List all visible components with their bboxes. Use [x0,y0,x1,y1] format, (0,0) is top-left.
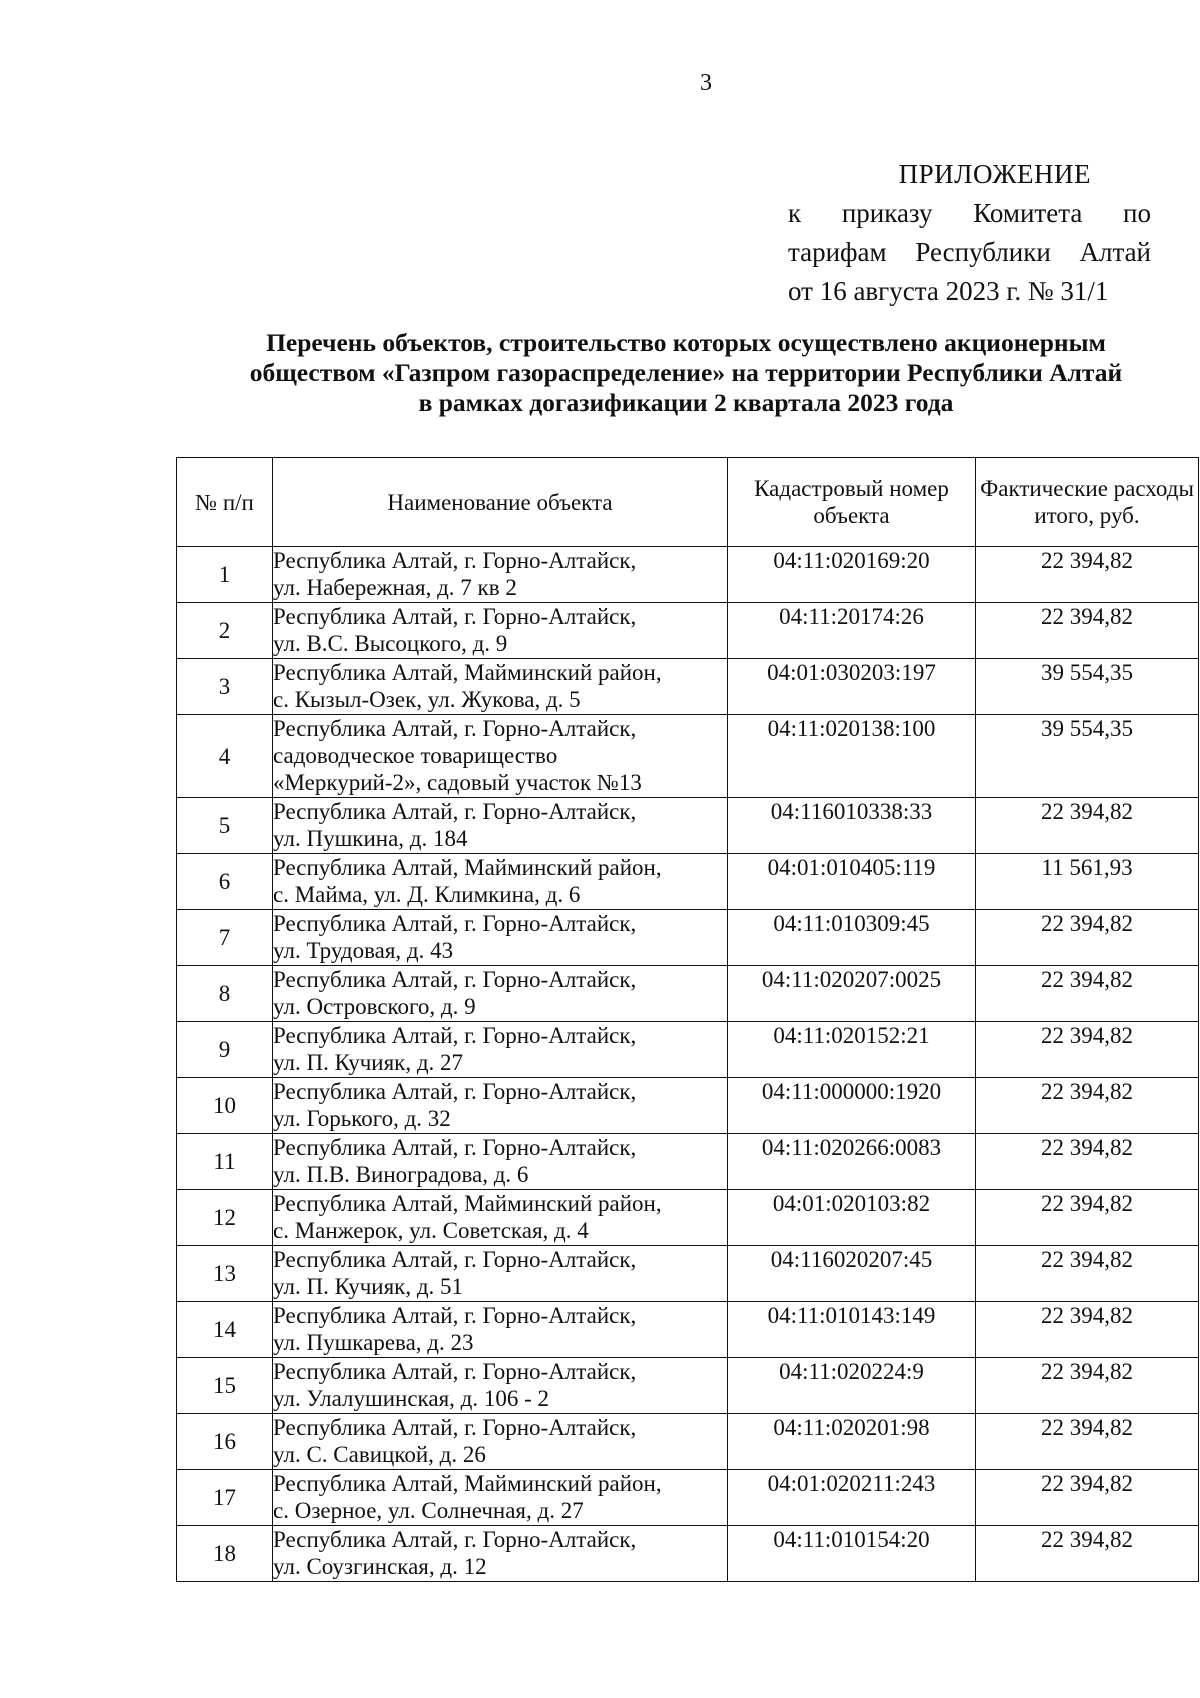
object-name-line: ул. Улалушинская, д. 106 - 2 [273,1386,550,1411]
actual-cost: 22 394,82 [976,1470,1199,1526]
row-number: 7 [177,910,273,966]
table-row [177,1302,1199,1358]
cadastral-number: 04:01:030203:197 [728,659,976,715]
object-name [273,854,728,910]
row-number: 3 [177,659,273,715]
actual-cost: 22 394,82 [976,1358,1199,1414]
object-name-line: ул. В.С. Высоцкого, д. 9 [273,631,508,656]
object-name-line: ул. П.В. Виноградова, д. 6 [273,1162,529,1187]
object-name-line: ул. С. Савицкой, д. 26 [273,1442,486,1467]
table-row [177,1414,1199,1470]
actual-cost: 22 394,82 [976,966,1199,1022]
table-row [177,910,1199,966]
row-number: 8 [177,966,273,1022]
row-number: 1 [177,547,273,603]
cadastral-number: 04:11:010143:149 [728,1302,976,1358]
object-name [273,547,728,603]
cadastral-number: 04:116020207:45 [728,1246,976,1302]
actual-cost: 22 394,82 [976,1526,1199,1582]
object-name [273,1414,728,1470]
object-name [273,1022,728,1078]
object-name-line: ул. Островского, д. 9 [273,994,476,1019]
object-name-line: ул. Пушкарева, д. 23 [273,1330,474,1355]
row-number: 11 [177,1134,273,1190]
row-number: 2 [177,603,273,659]
appendix-title: ПРИЛОЖЕНИЕ [898,159,1091,189]
cadastral-number: 04:11:020169:20 [728,547,976,603]
table-row [177,1078,1199,1134]
table-row [177,1470,1199,1526]
appendix-block [788,155,1151,311]
object-name-line: садоводческое товарищество [273,743,558,768]
object-name [273,1134,728,1190]
object-name-line: ул. Горького, д. 32 [273,1106,451,1131]
objects-table [176,457,1199,1582]
object-name-line: Республика Алтай, Майминский район, [273,1471,662,1496]
cadastral-number: 04:01:010405:119 [728,854,976,910]
row-number: 16 [177,1414,273,1470]
object-name-line: Республика Алтай, Майминский район, [273,660,662,685]
row-number: 17 [177,1470,273,1526]
cadastral-number: 04:116010338:33 [728,798,976,854]
object-name [273,659,728,715]
row-number: 9 [177,1022,273,1078]
object-name [273,1190,728,1246]
row-number: 14 [177,1302,273,1358]
row-number: 13 [177,1246,273,1302]
object-name [273,966,728,1022]
appendix-line-1: к приказу Комитета по [788,198,1151,228]
object-name-line: с. Кызыл-Озек, ул. Жукова, д. 5 [273,687,581,712]
object-name-line: Республика Алтай, Майминский район, [273,855,662,880]
object-name-line: Республика Алтай, г. Горно-Алтайск, [273,911,637,936]
cadastral-number: 04:11:020138:100 [728,715,976,798]
document-title-line-3: в рамках догазификации 2 квартала 2023 года [418,388,954,417]
object-name [273,603,728,659]
document-title [170,328,1200,418]
row-number: 15 [177,1358,273,1414]
row-number: 5 [177,798,273,854]
actual-cost: 22 394,82 [976,1246,1199,1302]
row-number: 18 [177,1526,273,1582]
cadastral-number: 04:01:020211:243 [728,1470,976,1526]
cadastral-number: 04:01:020103:82 [728,1190,976,1246]
table-row [177,854,1199,910]
table-row [177,659,1199,715]
header-cadastral: Кадастровый номер объекта [728,458,976,547]
table-row [177,547,1199,603]
object-name-line: Республика Алтай, г. Горно-Алтайск, [273,1023,637,1048]
table-body [177,547,1199,1582]
object-name [273,798,728,854]
actual-cost: 22 394,82 [976,910,1199,966]
cadastral-number: 04:11:020201:98 [728,1414,976,1470]
object-name [273,1526,728,1582]
cadastral-number: 04:11:000000:1920 [728,1078,976,1134]
object-name-line: «Меркурий-2», садовый участок №13 [273,770,642,795]
cadastral-number: 04:11:20174:26 [728,603,976,659]
header-name: Наименование объекта [273,458,728,547]
object-name [273,1470,728,1526]
actual-cost: 22 394,82 [976,1078,1199,1134]
object-name-line: Республика Алтай, г. Горно-Алтайск, [273,548,637,573]
table-row [177,1526,1199,1582]
cadastral-number: 04:11:020224:9 [728,1358,976,1414]
header-cost: Фактические расходы итого, руб. [976,458,1199,547]
object-name-line: Республика Алтай, г. Горно-Алтайск, [273,1303,637,1328]
table-row [177,603,1199,659]
table-header-row [177,458,1199,547]
header-number: № п/п [177,458,273,547]
object-name-line: Республика Алтай, г. Горно-Алтайск, [273,1079,637,1104]
actual-cost: 22 394,82 [976,547,1199,603]
table-row [177,1358,1199,1414]
table-row [177,966,1199,1022]
object-name-line: Республика Алтай, г. Горно-Алтайск, [273,799,637,824]
object-name-line: ул. Трудовая, д. 43 [273,938,454,963]
object-name-line: ул. П. Кучияк, д. 27 [273,1050,464,1075]
object-name [273,1358,728,1414]
table-row [177,1246,1199,1302]
actual-cost: 11 561,93 [976,854,1199,910]
table-row [177,1190,1199,1246]
cadastral-number: 04:11:020207:0025 [728,966,976,1022]
object-name-line: с. Манжерок, ул. Советская, д. 4 [273,1218,589,1243]
actual-cost: 22 394,82 [976,1022,1199,1078]
row-number: 10 [177,1078,273,1134]
object-name-line: ул. Пушкина, д. 184 [273,826,468,851]
object-name-line: Республика Алтай, г. Горно-Алтайск, [273,1415,637,1440]
document-title-line-2: обществом «Газпром газораспределение» на территории Республики Алтай [249,358,1123,387]
table-row [177,1022,1199,1078]
object-name [273,715,728,798]
object-name-line: ул. Соузгинская, д. 12 [273,1554,487,1579]
appendix-line-3: от 16 августа 2023 г. № 31/1 [788,276,1109,306]
actual-cost: 39 554,35 [976,659,1199,715]
actual-cost: 22 394,82 [976,1302,1199,1358]
row-number: 12 [177,1190,273,1246]
cadastral-number: 04:11:010154:20 [728,1526,976,1582]
object-name-line: Республика Алтай, Майминский район, [273,1191,662,1216]
table-row [177,1134,1199,1190]
table-row [177,798,1199,854]
object-name-line: с. Майма, ул. Д. Климкина, д. 6 [273,882,581,907]
object-name-line: Республика Алтай, г. Горно-Алтайск, [273,1135,637,1160]
object-name-line: Республика Алтай, г. Горно-Алтайск, [273,1527,637,1552]
row-number: 4 [177,715,273,798]
cadastral-number: 04:11:020152:21 [728,1022,976,1078]
document-title-line-1: Перечень объектов, строительство которых осуществлено акционерным [266,328,1106,357]
object-name-line: с. Озерное, ул. Солнечная, д. 27 [273,1498,584,1523]
object-name-line: Республика Алтай, г. Горно-Алтайск, [273,716,637,741]
actual-cost: 39 554,35 [976,715,1199,798]
object-name-line: ул. Набережная, д. 7 кв 2 [273,575,517,600]
object-name [273,1246,728,1302]
cadastral-number: 04:11:020266:0083 [728,1134,976,1190]
table-row [177,715,1199,798]
object-name-line: ул. П. Кучияк, д. 51 [273,1274,464,1299]
page-number: 3 [700,70,712,96]
object-name [273,1078,728,1134]
object-name-line: Республика Алтай, г. Горно-Алтайск, [273,967,637,992]
actual-cost: 22 394,82 [976,1134,1199,1190]
object-name [273,910,728,966]
object-name-line: Республика Алтай, г. Горно-Алтайск, [273,1247,637,1272]
actual-cost: 22 394,82 [976,603,1199,659]
appendix-line-2: тарифам Республики Алтай [788,237,1151,267]
object-name [273,1302,728,1358]
object-name-line: Республика Алтай, г. Горно-Алтайск, [273,604,637,629]
row-number: 6 [177,854,273,910]
object-name-line: Республика Алтай, г. Горно-Алтайск, [273,1359,637,1384]
actual-cost: 22 394,82 [976,1190,1199,1246]
cadastral-number: 04:11:010309:45 [728,910,976,966]
actual-cost: 22 394,82 [976,798,1199,854]
actual-cost: 22 394,82 [976,1414,1199,1470]
